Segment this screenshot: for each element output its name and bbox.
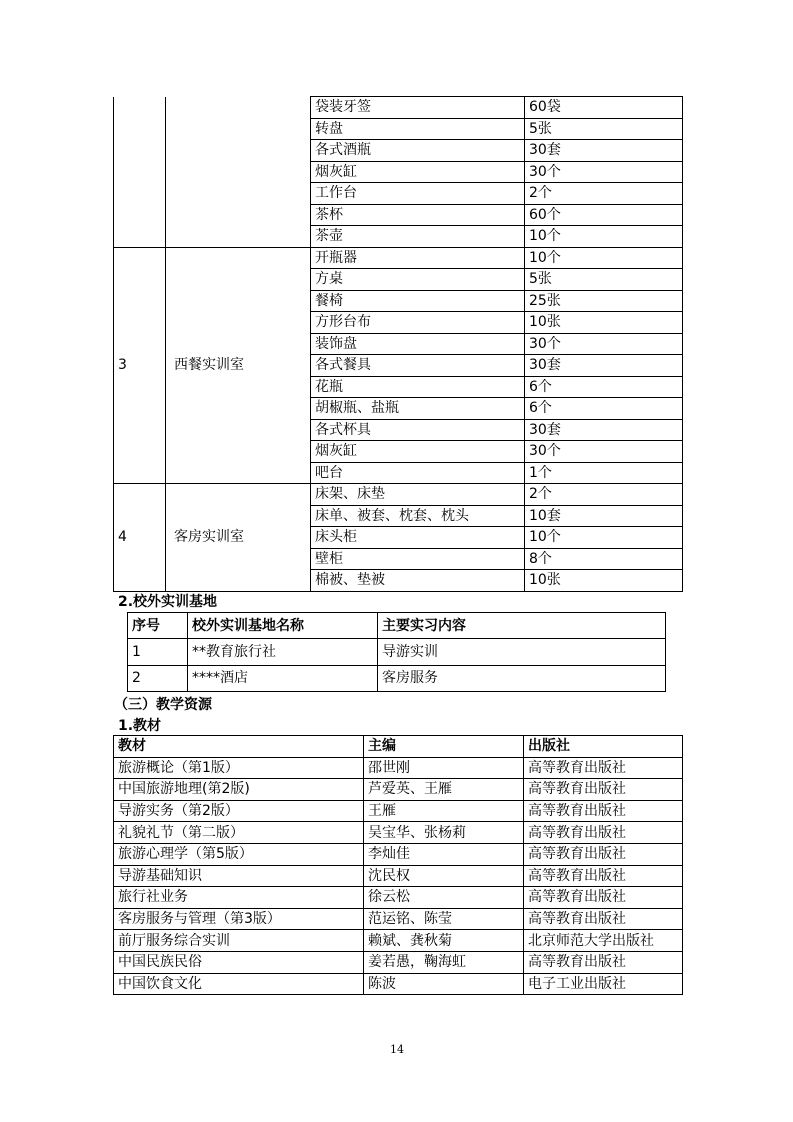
equipment-qty-cell: 10套 — [525, 505, 683, 527]
textbook-cell: 中国民族民俗 — [114, 951, 364, 973]
room-number-cell: 4 — [114, 484, 166, 592]
equipment-name-cell: 转盘 — [311, 118, 525, 140]
equipment-table-body — [114, 97, 683, 592]
textbook-cell: 高等教育出版社 — [524, 757, 683, 779]
textbook-cell: 沈民权 — [364, 865, 524, 887]
room-name-cell: 西餐实训室 — [166, 247, 311, 484]
equipment-name-cell: 床架、床垫 — [311, 484, 525, 506]
textbook-cell: 前厅服务综合实训 — [114, 930, 364, 952]
textbook-header-cell: 教材 — [114, 736, 364, 758]
offsite-cell: 导游实训 — [378, 639, 666, 665]
textbook-cell: 旅游概论（第1版） — [114, 757, 364, 779]
textbook-cell: 高等教育出版社 — [524, 908, 683, 930]
equipment-qty-cell: 6个 — [525, 398, 683, 420]
equipment-name-cell: 壁柜 — [311, 548, 525, 570]
room-number-cell: 3 — [114, 247, 166, 484]
textbook-cell: 高等教育出版社 — [524, 779, 683, 801]
resources-heading: （三）教学资源 — [114, 697, 212, 713]
room-name-cell — [166, 97, 311, 248]
equipment-qty-cell: 30个 — [525, 333, 683, 355]
equipment-name-cell: 棉被、垫被 — [311, 570, 525, 592]
offsite-base-table — [127, 612, 666, 692]
equipment-qty-cell: 6个 — [525, 376, 683, 398]
textbook-row — [114, 951, 683, 973]
equipment-qty-cell: 1个 — [525, 462, 683, 484]
textbook-row — [114, 822, 683, 844]
equipment-qty-cell: 10张 — [525, 312, 683, 334]
offsite-row — [128, 665, 666, 691]
textbook-cell: 高等教育出版社 — [524, 822, 683, 844]
equipment-name-cell: 开瓶器 — [311, 247, 525, 269]
equipment-row — [114, 97, 683, 119]
offsite-header-cell: 主要实习内容 — [378, 613, 666, 639]
textbook-table-body — [114, 736, 683, 995]
textbook-row — [114, 779, 683, 801]
equipment-name-cell: 茶壶 — [311, 226, 525, 248]
equipment-name-cell: 装饰盘 — [311, 333, 525, 355]
textbook-cell: 姜若愚，鞠海虹 — [364, 951, 524, 973]
equipment-name-cell: 方形台布 — [311, 312, 525, 334]
equipment-qty-cell: 8个 — [525, 548, 683, 570]
textbook-row — [114, 973, 683, 995]
textbook-cell: 旅行社业务 — [114, 887, 364, 909]
textbook-cell: 中国旅游地理(第2版) — [114, 779, 364, 801]
equipment-qty-cell: 10张 — [525, 570, 683, 592]
textbook-row — [114, 930, 683, 952]
equipment-name-cell: 各式餐具 — [311, 355, 525, 377]
equipment-name-cell: 花瓶 — [311, 376, 525, 398]
offsite-heading: 2.校外实训基地 — [118, 594, 218, 610]
equipment-qty-cell: 10个 — [525, 247, 683, 269]
offsite-header-cell: 校外实训基地名称 — [188, 613, 378, 639]
textbook-header-row — [114, 736, 683, 758]
equipment-name-cell: 烟灰缸 — [311, 161, 525, 183]
offsite-header-cell: 序号 — [128, 613, 188, 639]
textbook-cell: 礼貌礼节（第二版） — [114, 822, 364, 844]
textbook-cell: 导游实务（第2版） — [114, 800, 364, 822]
offsite-cell: ****酒店 — [188, 665, 378, 691]
textbook-cell: 徐云松 — [364, 887, 524, 909]
equipment-name-cell: 袋装牙签 — [311, 97, 525, 119]
textbook-cell: 高等教育出版社 — [524, 887, 683, 909]
room-number-cell — [114, 97, 166, 248]
textbook-cell: 高等教育出版社 — [524, 800, 683, 822]
equipment-name-cell: 各式杯具 — [311, 419, 525, 441]
textbook-cell: 芦爱英、王雁 — [364, 779, 524, 801]
offsite-header-row — [128, 613, 666, 639]
textbook-row — [114, 757, 683, 779]
textbook-cell: 高等教育出版社 — [524, 951, 683, 973]
offsite-cell: 客房服务 — [378, 665, 666, 691]
textbook-cell: 电子工业出版社 — [524, 973, 683, 995]
room-name-cell: 客房实训室 — [166, 484, 311, 592]
equipment-name-cell: 烟灰缸 — [311, 441, 525, 463]
textbook-cell: 中国饮食文化 — [114, 973, 364, 995]
textbook-table — [113, 735, 683, 995]
equipment-name-cell: 床单、被套、枕套、枕头 — [311, 505, 525, 527]
textbook-row — [114, 887, 683, 909]
equipment-qty-cell: 5张 — [525, 269, 683, 291]
textbook-cell: 旅游心理学（第5版） — [114, 843, 364, 865]
equipment-name-cell: 床头柜 — [311, 527, 525, 549]
equipment-name-cell: 胡椒瓶、盐瓶 — [311, 398, 525, 420]
textbook-row — [114, 908, 683, 930]
equipment-name-cell: 茶杯 — [311, 204, 525, 226]
textbook-header-cell: 主编 — [364, 736, 524, 758]
equipment-name-cell: 各式酒瓶 — [311, 140, 525, 162]
equipment-row — [114, 247, 683, 269]
textbook-cell: 导游基础知识 — [114, 865, 364, 887]
textbook-cell: 北京师范大学出版社 — [524, 930, 683, 952]
equipment-qty-cell: 2个 — [525, 183, 683, 205]
textbook-row — [114, 800, 683, 822]
equipment-table — [113, 96, 683, 592]
textbook-cell: 李灿佳 — [364, 843, 524, 865]
textbook-cell: 王雁 — [364, 800, 524, 822]
offsite-base-table-body — [128, 613, 666, 692]
textbook-cell: 范运铭、陈莹 — [364, 908, 524, 930]
equipment-qty-cell: 30个 — [525, 161, 683, 183]
textbook-cell: 赖斌、龚秋菊 — [364, 930, 524, 952]
equipment-name-cell: 餐椅 — [311, 290, 525, 312]
page-number: 14 — [390, 1043, 404, 1056]
equipment-name-cell: 工作台 — [311, 183, 525, 205]
equipment-qty-cell: 30个 — [525, 441, 683, 463]
equipment-qty-cell: 60个 — [525, 204, 683, 226]
textbook-row — [114, 843, 683, 865]
equipment-qty-cell: 30套 — [525, 419, 683, 441]
textbook-cell: 高等教育出版社 — [524, 843, 683, 865]
equipment-qty-cell: 5张 — [525, 118, 683, 140]
equipment-name-cell: 吧台 — [311, 462, 525, 484]
textbook-row — [114, 865, 683, 887]
equipment-qty-cell: 60袋 — [525, 97, 683, 119]
textbook-cell: 客房服务与管理（第3版） — [114, 908, 364, 930]
equipment-qty-cell: 10个 — [525, 527, 683, 549]
equipment-qty-cell: 30套 — [525, 140, 683, 162]
equipment-row — [114, 484, 683, 506]
equipment-qty-cell: 10个 — [525, 226, 683, 248]
equipment-qty-cell: 25张 — [525, 290, 683, 312]
offsite-cell: 1 — [128, 639, 188, 665]
offsite-cell: 2 — [128, 665, 188, 691]
offsite-cell: **教育旅行社 — [188, 639, 378, 665]
textbook-header-cell: 出版社 — [524, 736, 683, 758]
textbook-heading: 1.教材 — [118, 718, 162, 734]
textbook-cell: 邵世刚 — [364, 757, 524, 779]
equipment-qty-cell: 2个 — [525, 484, 683, 506]
equipment-name-cell: 方桌 — [311, 269, 525, 291]
offsite-row — [128, 639, 666, 665]
textbook-cell: 陈波 — [364, 973, 524, 995]
textbook-cell: 吴宝华、张杨莉 — [364, 822, 524, 844]
equipment-qty-cell: 30套 — [525, 355, 683, 377]
textbook-cell: 高等教育出版社 — [524, 865, 683, 887]
